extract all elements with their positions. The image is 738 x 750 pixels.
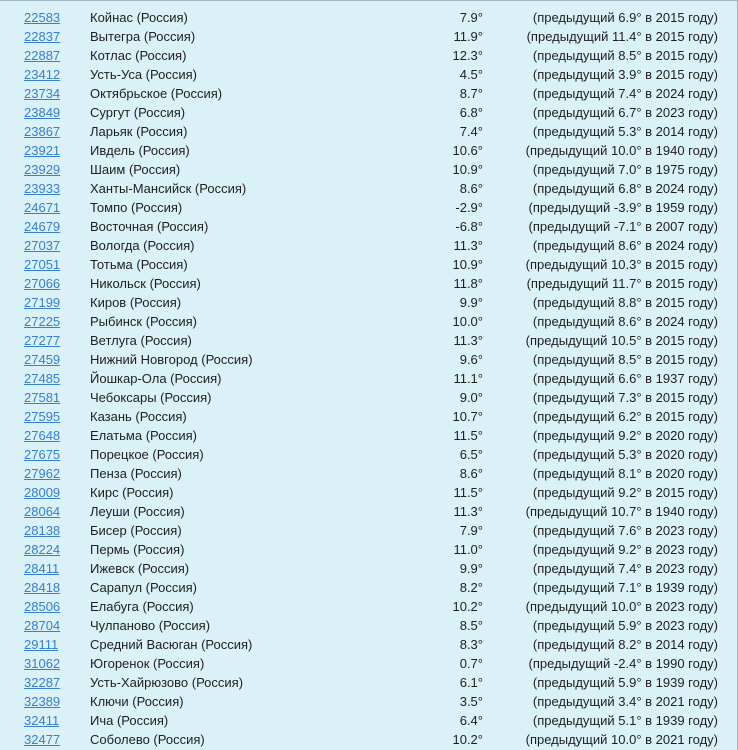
temperature-value: 12.3° bbox=[452, 48, 483, 63]
record-row bbox=[0, 274, 738, 293]
station-code-link[interactable]: 27485 bbox=[24, 371, 61, 386]
station-code-link[interactable]: 29111 bbox=[24, 637, 59, 652]
record-row bbox=[0, 198, 738, 217]
station-code-link[interactable]: 27051 bbox=[24, 257, 61, 272]
record-row bbox=[0, 464, 738, 483]
temperature-value: 11.3° bbox=[453, 333, 483, 348]
record-row bbox=[0, 388, 738, 407]
station-code-link[interactable]: 28418 bbox=[24, 580, 61, 595]
record-row bbox=[0, 426, 738, 445]
temperature-value: 4.5° bbox=[459, 67, 483, 82]
previous-record: (предыдущий 10.5° в 2015 году) bbox=[525, 333, 718, 348]
record-row bbox=[0, 179, 738, 198]
temperature-value: 11.5° bbox=[453, 428, 483, 443]
temperature-value: 8.3° bbox=[459, 637, 483, 652]
temperature-value: 6.1° bbox=[459, 675, 483, 690]
previous-record: (предыдущий 9.2° в 2020 году) bbox=[532, 428, 718, 443]
temperature-value: 6.8° bbox=[459, 105, 483, 120]
previous-record: (предыдущий 11.7° в 2015 году) bbox=[526, 276, 718, 291]
previous-record: (предыдущий 6.6° в 1937 году) bbox=[532, 371, 718, 386]
station-name: Котлас (Россия) bbox=[90, 48, 187, 63]
previous-record: (предыдущий 9.2° в 2015 году) bbox=[532, 485, 718, 500]
station-code-link[interactable]: 27277 bbox=[24, 333, 61, 348]
temperature-value: 3.5° bbox=[459, 694, 483, 709]
station-name: Шаим (Россия) bbox=[90, 162, 181, 177]
temperature-value: 11.3° bbox=[453, 238, 483, 253]
previous-record: (предыдущий 6.7° в 2023 году) bbox=[532, 105, 718, 120]
station-name: Елатьма (Россия) bbox=[90, 428, 197, 443]
temperature-value: 8.2° bbox=[459, 580, 483, 595]
station-code-link[interactable]: 32477 bbox=[24, 732, 61, 747]
station-code-link[interactable]: 23933 bbox=[24, 181, 61, 196]
station-code-link[interactable]: 32287 bbox=[24, 675, 61, 690]
record-row bbox=[0, 540, 738, 559]
station-code-link[interactable]: 22887 bbox=[24, 48, 61, 63]
station-name: Кирс (Россия) bbox=[90, 485, 174, 500]
previous-record: (предыдущий 8.5° в 2015 году) bbox=[532, 48, 718, 63]
station-name: Никольск (Россия) bbox=[90, 276, 201, 291]
previous-record: (предыдущий 7.4° в 2024 году) bbox=[532, 86, 718, 101]
record-row bbox=[0, 84, 738, 103]
station-code-link[interactable]: 22837 bbox=[24, 29, 61, 44]
temperature-value: 10.9° bbox=[452, 162, 483, 177]
temperature-value: 0.7° bbox=[459, 656, 483, 671]
previous-record: (предыдущий 8.2° в 2014 году) bbox=[532, 637, 718, 652]
station-code-link[interactable]: 32411 bbox=[24, 713, 60, 728]
record-row bbox=[0, 578, 738, 597]
previous-record: (предыдущий -7.1° в 2007 году) bbox=[528, 219, 718, 234]
station-name: Средний Васюган (Россия) bbox=[90, 637, 253, 652]
station-code-link[interactable]: 27199 bbox=[24, 295, 61, 310]
previous-record: (предыдущий 7.0° в 1975 году) bbox=[532, 162, 718, 177]
temperature-value: 8.6° bbox=[459, 466, 483, 481]
record-row bbox=[0, 160, 738, 179]
station-name: Йошкар-Ола (Россия) bbox=[90, 371, 222, 386]
previous-record: (предыдущий 3.4° в 2021 году) bbox=[532, 694, 718, 709]
record-row bbox=[0, 103, 738, 122]
previous-record: (предыдущий 10.0° в 2021 году) bbox=[525, 732, 718, 747]
previous-record: (предыдущий 8.6° в 2024 году) bbox=[532, 314, 718, 329]
previous-record: (предыдущий 10.0° в 1940 году) bbox=[525, 143, 718, 158]
record-row bbox=[0, 293, 738, 312]
record-row bbox=[0, 350, 738, 369]
temperature-value: 10.2° bbox=[452, 599, 483, 614]
station-name: Ижевск (Россия) bbox=[90, 561, 190, 576]
station-code-link[interactable]: 24679 bbox=[24, 219, 61, 234]
record-row bbox=[0, 255, 738, 274]
previous-record: (предыдущий 5.3° в 2014 году) bbox=[532, 124, 718, 139]
station-code-link[interactable]: 27581 bbox=[24, 390, 61, 405]
station-name: Соболево (Россия) bbox=[90, 732, 205, 747]
record-row bbox=[0, 654, 738, 673]
station-name: Югоренок (Россия) bbox=[90, 656, 205, 671]
previous-record: (предыдущий 5.9° в 2023 году) bbox=[532, 618, 718, 633]
station-code-link[interactable]: 27962 bbox=[24, 466, 61, 481]
station-name: Вытегра (Россия) bbox=[90, 29, 196, 44]
station-code-link[interactable]: 27037 bbox=[24, 238, 61, 253]
records-list bbox=[0, 8, 738, 749]
record-row bbox=[0, 331, 738, 350]
previous-record: (предыдущий 5.3° в 2020 году) bbox=[532, 447, 718, 462]
record-row bbox=[0, 217, 738, 236]
record-row bbox=[0, 616, 738, 635]
station-code-link[interactable]: 24671 bbox=[24, 200, 61, 215]
station-code-link[interactable]: 28224 bbox=[24, 542, 61, 557]
temperature-value: 10.0° bbox=[452, 314, 483, 329]
station-code-link[interactable]: 31062 bbox=[24, 656, 61, 671]
previous-record: (предыдущий 7.4° в 2023 году) bbox=[532, 561, 718, 576]
previous-record: (предыдущий 8.1° в 2020 году) bbox=[532, 466, 718, 481]
station-name: Ветлуга (Россия) bbox=[90, 333, 192, 348]
previous-record: (предыдущий 9.2° в 2023 году) bbox=[532, 542, 718, 557]
record-row bbox=[0, 27, 738, 46]
station-code-link[interactable]: 28064 bbox=[24, 504, 61, 519]
station-name: Томпо (Россия) bbox=[90, 200, 183, 215]
previous-record: (предыдущий -3.9° в 1959 году) bbox=[528, 200, 718, 215]
station-code-link[interactable]: 27066 bbox=[24, 276, 61, 291]
previous-record: (предыдущий 6.8° в 2024 году) bbox=[532, 181, 718, 196]
temperature-value: 6.5° bbox=[459, 447, 483, 462]
record-row bbox=[0, 8, 738, 27]
station-name: Елабуга (Россия) bbox=[90, 599, 194, 614]
temperature-value: 7.4° bbox=[459, 124, 483, 139]
previous-record: (предыдущий 6.2° в 2015 году) bbox=[532, 409, 718, 424]
previous-record: (предыдущий 6.9° в 2015 году) bbox=[532, 10, 718, 25]
station-code-link[interactable]: 23921 bbox=[24, 143, 61, 158]
station-name: Ича (Россия) bbox=[90, 713, 169, 728]
station-name: Ивдель (Россия) bbox=[90, 143, 190, 158]
record-row bbox=[0, 65, 738, 84]
previous-record: (предыдущий 8.6° в 2024 году) bbox=[532, 238, 718, 253]
temperature-value: 9.6° bbox=[459, 352, 483, 367]
station-code-link[interactable]: 23929 bbox=[24, 162, 61, 177]
temperature-value: 8.5° bbox=[459, 618, 483, 633]
station-code-link[interactable]: 27675 bbox=[24, 447, 61, 462]
station-name: Вологда (Россия) bbox=[90, 238, 195, 253]
temperature-value: 9.9° bbox=[459, 295, 483, 310]
station-code-link[interactable]: 32389 bbox=[24, 694, 61, 709]
station-name: Октябрьское (Россия) bbox=[90, 86, 223, 101]
panel-top-border bbox=[0, 0, 738, 4]
station-name: Пермь (Россия) bbox=[90, 542, 185, 557]
station-code-link[interactable]: 22583 bbox=[24, 10, 61, 25]
temperature-value: 11.3° bbox=[453, 504, 483, 519]
station-name: Ключи (Россия) bbox=[90, 694, 184, 709]
station-name: Казань (Россия) bbox=[90, 409, 187, 424]
record-row bbox=[0, 711, 738, 730]
previous-record: (предыдущий 7.3° в 2015 году) bbox=[532, 390, 718, 405]
temperature-value: 8.6° bbox=[459, 181, 483, 196]
previous-record: (предыдущий 8.5° в 2015 году) bbox=[532, 352, 718, 367]
previous-record: (предыдущий 10.0° в 2023 году) bbox=[525, 599, 718, 614]
previous-record: (предыдущий 3.9° в 2015 году) bbox=[532, 67, 718, 82]
temperature-value: 9.9° bbox=[459, 561, 483, 576]
record-row bbox=[0, 597, 738, 616]
temperature-value: 11.8° bbox=[453, 276, 483, 291]
station-code-link[interactable]: 28009 bbox=[24, 485, 61, 500]
previous-record: (предыдущий -2.4° в 1990 году) bbox=[528, 656, 718, 671]
previous-record: (предыдущий 10.7° в 1940 году) bbox=[525, 504, 718, 519]
record-row bbox=[0, 369, 738, 388]
station-name: Усть-Хайрюзово (Россия) bbox=[90, 675, 244, 690]
temperature-value: 11.1° bbox=[453, 371, 483, 386]
temperature-value: 9.0° bbox=[459, 390, 483, 405]
temperature-value: 10.6° bbox=[452, 143, 483, 158]
station-name: Восточная (Россия) bbox=[90, 219, 209, 234]
station-name: Порецкое (Россия) bbox=[90, 447, 204, 462]
station-code-link[interactable]: 28506 bbox=[24, 599, 61, 614]
record-row bbox=[0, 445, 738, 464]
previous-record: (предыдущий 10.3° в 2015 году) bbox=[525, 257, 718, 272]
station-code-link[interactable]: 27595 bbox=[24, 409, 61, 424]
station-code-link[interactable]: 23734 bbox=[24, 86, 61, 101]
station-code-link[interactable]: 28704 bbox=[24, 618, 61, 633]
record-row bbox=[0, 673, 738, 692]
previous-record: (предыдущий 11.4° в 2015 году) bbox=[526, 29, 718, 44]
record-row bbox=[0, 483, 738, 502]
previous-record: (предыдущий 5.9° в 1939 году) bbox=[532, 675, 718, 690]
record-row bbox=[0, 122, 738, 141]
temperature-value: 10.9° bbox=[452, 257, 483, 272]
record-row bbox=[0, 635, 738, 654]
record-row bbox=[0, 502, 738, 521]
previous-record: (предыдущий 8.8° в 2015 году) bbox=[532, 295, 718, 310]
station-code-link[interactable]: 28411 bbox=[24, 561, 60, 576]
station-name: Нижний Новгород (Россия) bbox=[90, 352, 253, 367]
station-name: Ханты-Мансийск (Россия) bbox=[90, 181, 247, 196]
station-name: Сургут (Россия) bbox=[90, 105, 186, 120]
record-row bbox=[0, 559, 738, 578]
record-row bbox=[0, 141, 738, 160]
record-row bbox=[0, 236, 738, 255]
station-name: Рыбинск (Россия) bbox=[90, 314, 197, 329]
record-row bbox=[0, 46, 738, 65]
station-name: Пенза (Россия) bbox=[90, 466, 182, 481]
record-row bbox=[0, 730, 738, 749]
station-name: Бисер (Россия) bbox=[90, 523, 182, 538]
previous-record: (предыдущий 7.1° в 1939 году) bbox=[532, 580, 718, 595]
temperature-value: -6.8° bbox=[455, 219, 483, 234]
station-name: Тотьма (Россия) bbox=[90, 257, 188, 272]
temperature-value: -2.9° bbox=[455, 200, 483, 215]
station-code-link[interactable]: 23849 bbox=[24, 105, 61, 120]
station-name: Ларьяк (Россия) bbox=[90, 124, 188, 139]
station-name: Чебоксары (Россия) bbox=[90, 390, 212, 405]
previous-record: (предыдущий 7.6° в 2023 году) bbox=[532, 523, 718, 538]
temperature-value: 7.9° bbox=[459, 523, 483, 538]
station-name: Койнас (Россия) bbox=[90, 10, 188, 25]
temperature-value: 8.7° bbox=[459, 86, 483, 101]
station-name: Киров (Россия) bbox=[90, 295, 182, 310]
station-code-link[interactable]: 23412 bbox=[24, 67, 61, 82]
station-code-link[interactable]: 27459 bbox=[24, 352, 61, 367]
temperature-value: 7.9° bbox=[459, 10, 483, 25]
previous-record: (предыдущий 5.1° в 1939 году) bbox=[532, 713, 718, 728]
record-row bbox=[0, 521, 738, 540]
record-row bbox=[0, 692, 738, 711]
record-row bbox=[0, 407, 738, 426]
temperature-value: 6.4° bbox=[459, 713, 483, 728]
station-code-link[interactable]: 27648 bbox=[24, 428, 61, 443]
station-name: Чулпаново (Россия) bbox=[90, 618, 211, 633]
temperature-value: 10.7° bbox=[452, 409, 483, 424]
station-code-link[interactable]: 28138 bbox=[24, 523, 61, 538]
station-name: Усть-Уса (Россия) bbox=[90, 67, 197, 82]
temperature-value: 11.5° bbox=[453, 485, 483, 500]
temperature-value: 11.0° bbox=[453, 542, 483, 557]
temperature-value: 10.2° bbox=[452, 732, 483, 747]
station-code-link[interactable]: 23867 bbox=[24, 124, 61, 139]
temperature-value: 11.9° bbox=[453, 29, 483, 44]
station-code-link[interactable]: 27225 bbox=[24, 314, 61, 329]
station-name: Леуши (Россия) bbox=[90, 504, 185, 519]
station-name: Сарапул (Россия) bbox=[90, 580, 197, 595]
record-row bbox=[0, 312, 738, 331]
